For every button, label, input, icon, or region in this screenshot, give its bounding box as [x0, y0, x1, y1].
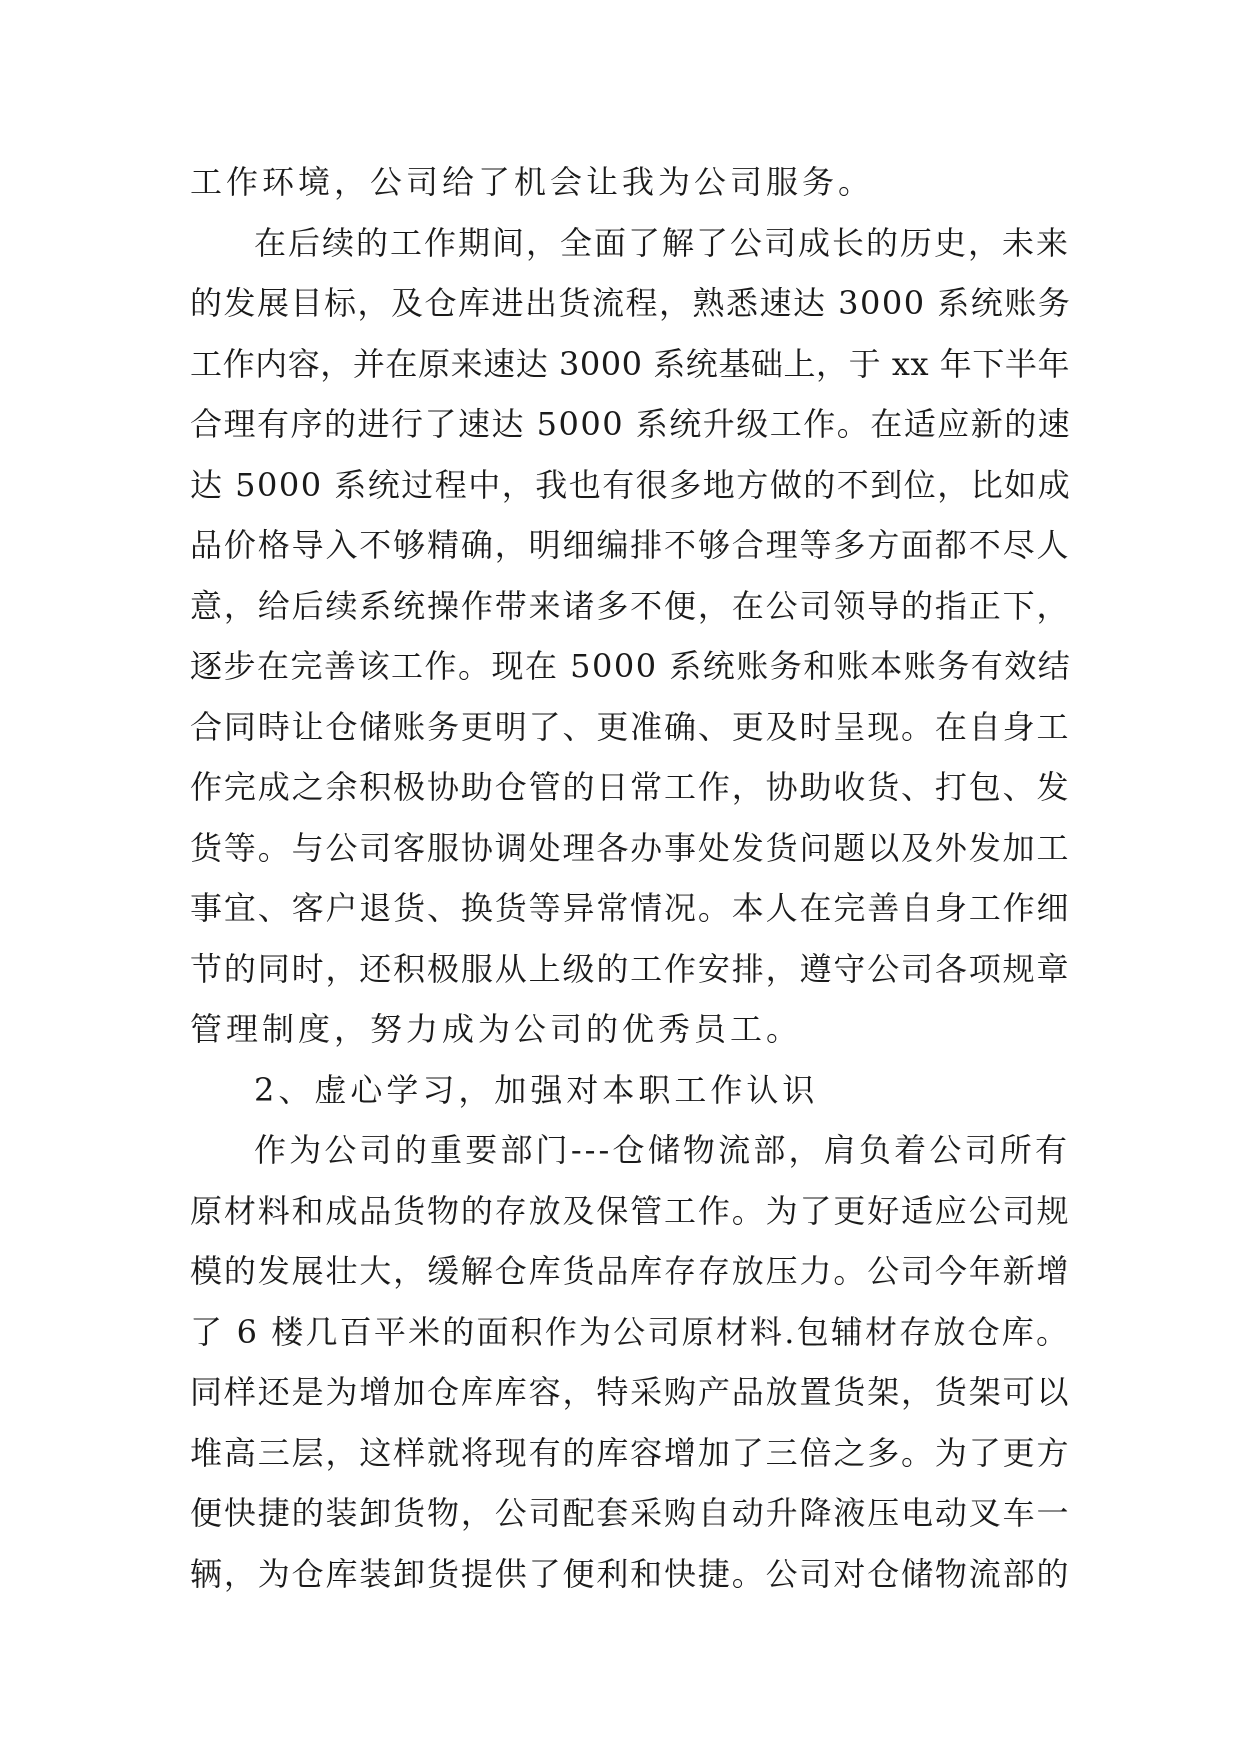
text-line: 便快捷的装卸货物，公司配套采购自动升降液压电动叉车一 — [190, 1494, 1070, 1532]
text-line: 工作环境，公司给了机会让我为公司服务。 — [190, 163, 875, 201]
paragraph-first-line: 作为公司的重要部门---仓储物流部，肩负着公司所有 — [254, 1131, 1070, 1169]
text-line: 达 5000 系统过程中，我也有很多地方做的不到位，比如成 — [190, 465, 1072, 504]
text-line: 的发展目标，及仓库进出货流程，熟悉速达 3000 系统账务 — [190, 284, 1072, 322]
text-line: 合理有序的进行了速达 5000 系统升级工作。在适应新的速 — [190, 405, 1072, 443]
paragraph-first-line: 在后续的工作期间，全面了解了公司成长的历史，未来 — [254, 223, 1071, 262]
text-line: 管理制度，努力成为公司的优秀员工。 — [190, 1010, 803, 1048]
text-line: 同样还是为增加仓库库容，特采购产品放置货架，货架可以 — [190, 1373, 1070, 1411]
text-line: 节的同时，还积极服从上级的工作安排，遵守公司各项规章 — [190, 949, 1070, 988]
text-line: 事宜、客户退货、换货等异常情况。本人在完善自身工作细 — [190, 889, 1070, 927]
text-line: 辆，为仓库装卸货提供了便利和快捷。公司对仓储物流部的 — [190, 1554, 1070, 1593]
text-line: 了 6 楼几百平米的面积作为公司原材料.包辅材存放仓库。 — [190, 1312, 1070, 1351]
text-line: 模的发展壮大，缓解仓库货品库存存放压力。公司今年新增 — [190, 1252, 1070, 1290]
body-text — [190, 152, 1070, 1604]
text-line: 逐步在完善该工作。现在 5000 系统账务和账本账务有效结 — [190, 647, 1072, 685]
text-line: 品价格导入不够精确，明细编排不够合理等多方面都不尽人 — [190, 526, 1070, 564]
text-line: 意，给后续系统操作带来诸多不便，在公司领导的指正下， — [190, 586, 1070, 625]
text-line: 合同時让仓储账务更明了、更准确、更及时呈现。在自身工 — [190, 707, 1070, 746]
text-line: 作完成之余积极协助仓管的日常工作，协助收货、打包、发 — [190, 768, 1070, 806]
text-line: 货等。与公司客服协调处理各办事处发货问题以及外发加工 — [190, 828, 1070, 867]
text-line: 堆高三层，这样就将现有的库容增加了三倍之多。为了更方 — [190, 1433, 1070, 1472]
text-line: 原材料和成品货物的存放及保管工作。为了更好适应公司规 — [190, 1191, 1070, 1230]
section-heading: 2、虚心学习，加强对本职工作认识 — [254, 1070, 819, 1109]
text-line: 工作内容，并在原来速达 3000 系统基础上，于 xx 年下半年 — [190, 344, 1070, 383]
